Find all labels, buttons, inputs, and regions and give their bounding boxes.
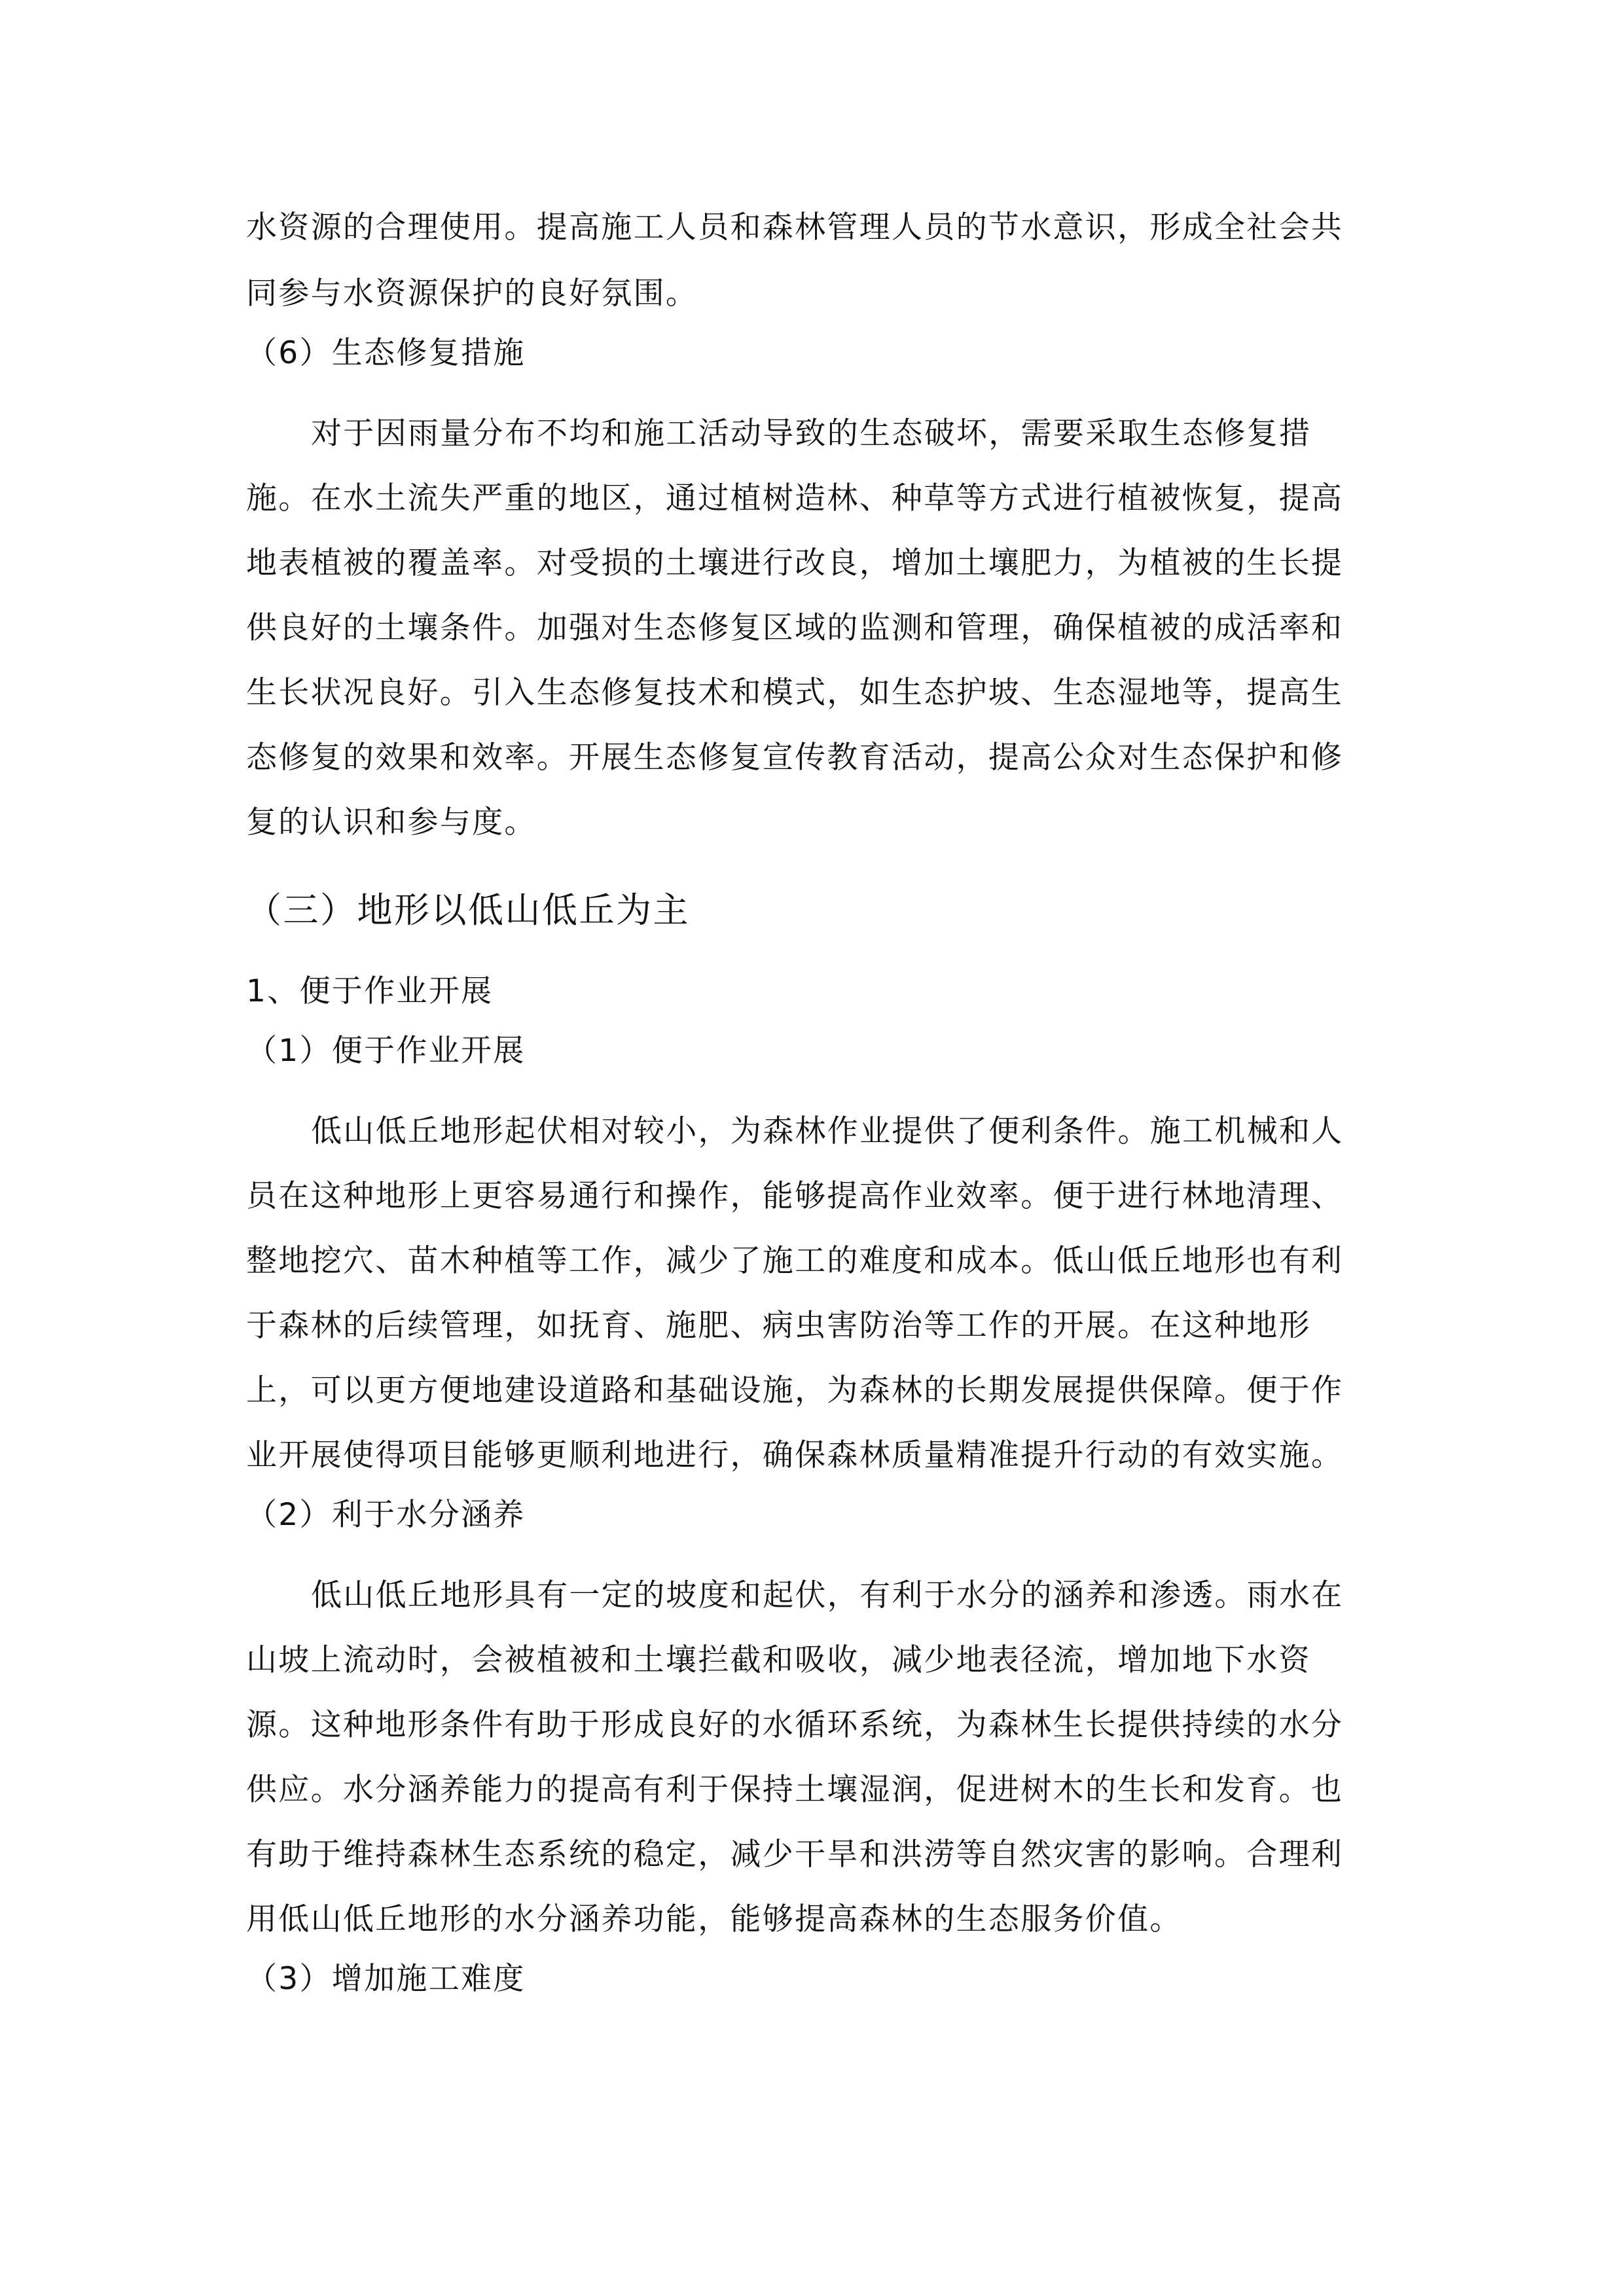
subheading-water-conservation: （2）利于水分涵养 [246, 1497, 526, 1533]
text-line: 于森林的后续管理，如抚育、施肥、病虫害防治等工作的开展。在这种地形 [246, 1308, 1311, 1344]
text-line: 上，可以更方便地建设道路和基础设施，为森林的长期发展提供保障。便于作 [246, 1372, 1344, 1408]
text-line: 生长状况良好。引入生态修复技术和模式，如生态护坡、生态湿地等，提高生 [246, 675, 1344, 711]
subheading-construction-difficulty: （3）增加施工难度 [246, 1961, 526, 1997]
text-line: 复的认识和参与度。 [246, 804, 537, 840]
text-line: 供良好的土壤条件。加强对生态修复区域的监测和管理，确保植被的成活率和 [246, 610, 1344, 646]
text-line: 有助于维持森林生态系统的稳定，减少干旱和洪涝等自然灾害的影响。合理利 [246, 1837, 1344, 1873]
section-heading: （三）地形以低山低丘为主 [246, 889, 690, 931]
text-line: 水资源的合理使用。提高施工人员和森林管理人员的节水意识，形成全社会共 [246, 209, 1344, 245]
text-line: 对于因雨量分布不均和施工活动导致的生态破坏，需要采取生态修复措 [311, 416, 1312, 452]
numbered-heading: 1、便于作业开展 [246, 973, 494, 1009]
subheading-convenience: （1）便于作业开展 [246, 1033, 526, 1069]
text-line: 低山低丘地形具有一定的坡度和起伏，有利于水分的涵养和渗透。雨水在 [311, 1577, 1344, 1613]
text-line: 低山低丘地形起伏相对较小，为森林作业提供了便利条件。施工机械和人 [311, 1113, 1344, 1149]
text-line: 态修复的效果和效率。开展生态修复宣传教育活动，提高公众对生态保护和修 [246, 740, 1344, 776]
text-line: 员在这种地形上更容易通行和操作，能够提高作业效率。便于进行林地清理、 [246, 1178, 1344, 1214]
text-line: 源。这种地形条件有助于形成良好的水循环系统，为森林生长提供持续的水分 [246, 1707, 1344, 1743]
text-line: 地表植被的覆盖率。对受损的土壤进行改良，增加土壤肥力，为植被的生长提 [246, 545, 1344, 581]
subheading-eco-restoration: （6）生态修复措施 [246, 335, 526, 371]
text-line: 同参与水资源保护的良好氛围。 [246, 276, 698, 312]
text-line: 业开展使得项目能够更顺利地进行，确保森林质量精准提升行动的有效实施。 [246, 1437, 1344, 1473]
text-line: 整地挖穴、苗木种植等工作，减少了施工的难度和成本。低山低丘地形也有利 [246, 1243, 1344, 1279]
text-line: 施。在水土流失严重的地区，通过植树造林、种草等方式进行植被恢复，提高 [246, 480, 1344, 516]
text-line: 山坡上流动时，会被植被和土壤拦截和吸收，减少地表径流，增加地下水资 [246, 1642, 1311, 1678]
text-line: 用低山低丘地形的水分涵养功能，能够提高森林的生态服务价值。 [246, 1901, 1182, 1937]
text-line: 供应。水分涵养能力的提高有利于保持土壤湿润，促进树木的生长和发育。也 [246, 1772, 1344, 1808]
